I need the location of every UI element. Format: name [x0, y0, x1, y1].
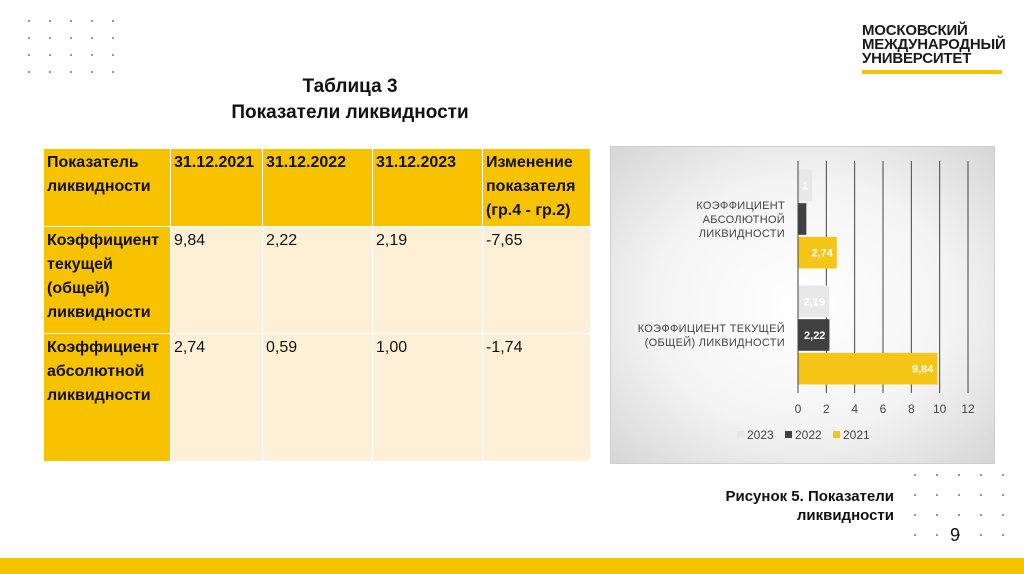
logo-line-3: УНИВЕРСИТЕТ [862, 50, 972, 67]
x-tick-label: 12 [961, 402, 975, 416]
decor-dot [980, 474, 982, 476]
cell-value: 2,19 [373, 227, 483, 334]
header-2021: 31.12.2021 [171, 149, 263, 227]
decor-dot [112, 54, 114, 56]
decor-dot [28, 37, 30, 39]
data-label: 2,22 [804, 330, 826, 342]
decor-dot [112, 20, 114, 22]
liquidity-chart [610, 146, 995, 464]
table-header-row [44, 149, 591, 227]
decor-dot [70, 20, 72, 22]
decor-dot [49, 71, 51, 73]
decor-dot [936, 534, 938, 536]
legend-label: 2023 [747, 428, 774, 442]
decor-dot [980, 534, 982, 536]
x-tick-label: 4 [851, 402, 859, 416]
decor-dot [112, 71, 114, 73]
decor-dot [49, 54, 51, 56]
decor-dot [28, 54, 30, 56]
decor-dot [958, 514, 960, 516]
data-label: 2,74 [811, 247, 833, 260]
decor-dot [28, 71, 30, 73]
decor-dot [1002, 474, 1004, 476]
legend-swatch [833, 431, 840, 438]
y-category-label: АБСОЛЮТНОЙ [702, 214, 785, 226]
x-tick-label: 2 [822, 402, 830, 416]
decor-dot [958, 494, 960, 496]
header-indicator: Показатель ликвидности [44, 149, 171, 227]
legend-swatch [785, 431, 792, 438]
header-change: Изменение показателя (гр.4 - гр.2) [483, 149, 591, 227]
decor-dot [958, 474, 960, 476]
page-number: 9 [950, 525, 961, 545]
dot-grid-bottom-right [914, 474, 1014, 544]
decor-dot [28, 20, 30, 22]
decor-dot [91, 54, 93, 56]
cell-value: -1,74 [483, 334, 591, 462]
cell-value: -7,65 [483, 227, 591, 334]
x-tick-label: 10 [932, 402, 947, 416]
cell-value: 2,22 [263, 227, 373, 334]
logo-underline [862, 70, 1002, 74]
row-label: Коэффициент абсолютной ликвидности [44, 334, 171, 462]
table-row [44, 334, 591, 462]
y-category-label: КОЭФФИЦИЕНТ ТЕКУЩЕЙ [637, 323, 785, 335]
bottom-accent-bar [0, 558, 1024, 574]
slide-title [140, 74, 560, 126]
legend-label: 2022 [795, 428, 822, 442]
decor-dot [91, 20, 93, 22]
table-title: Показатели ликвидности [231, 102, 469, 123]
decor-dot [112, 37, 114, 39]
logo-line-2: МЕЖДУНАРОДНЫЙ [862, 36, 1006, 53]
table-number: Таблица 3 [302, 76, 398, 97]
y-category-label: (ОБЩЕЙ) ЛИКВИДНОСТИ [644, 337, 785, 349]
cell-value: 0,59 [263, 334, 373, 462]
x-tick-label: 8 [907, 402, 915, 416]
decor-dot [49, 37, 51, 39]
decor-dot [91, 71, 93, 73]
decor-dot [914, 534, 916, 536]
x-tick-label: 0 [794, 402, 802, 416]
figure-caption: Рисунок 5. Показатели ликвидности [725, 488, 894, 524]
decor-dot [1002, 494, 1004, 496]
data-label: 1 [802, 180, 809, 193]
decor-dot [70, 37, 72, 39]
decor-dot [980, 494, 982, 496]
row-label: Коэффициент текущей (общей) ликвидности [44, 227, 171, 334]
liquidity-table [43, 148, 591, 462]
chart-canvas [611, 147, 994, 463]
logo-line-1: МОСКОВСКИЙ [862, 22, 968, 39]
x-tick-label: 6 [879, 402, 887, 416]
decor-dot [914, 474, 916, 476]
header-2023: 31.12.2023 [373, 149, 483, 227]
y-category-label: КОЭФФИЦИЕНТ [696, 200, 785, 212]
decor-dot [1002, 514, 1004, 516]
decor-dot [936, 514, 938, 516]
decor-dot [914, 514, 916, 516]
legend-swatch [737, 431, 744, 438]
dot-grid-top-left [28, 20, 118, 76]
legend-label: 2021 [843, 428, 870, 442]
data-label: 9,84 [911, 363, 934, 376]
cell-value: 9,84 [171, 227, 263, 334]
cell-value: 1,00 [373, 334, 483, 462]
data-label: 2,19 [803, 296, 826, 309]
university-logo [862, 24, 1006, 66]
decor-dot [936, 494, 938, 496]
decor-dot [914, 494, 916, 496]
decor-dot [70, 71, 72, 73]
decor-dot [936, 474, 938, 476]
table-row [44, 227, 591, 334]
header-2022: 31.12.2022 [263, 149, 373, 227]
decor-dot [49, 20, 51, 22]
bar [798, 203, 806, 235]
cell-value: 2,74 [171, 334, 263, 462]
decor-dot [91, 37, 93, 39]
decor-dot [70, 54, 72, 56]
y-category-label: ЛИКВИДНОСТИ [698, 228, 785, 240]
decor-dot [980, 514, 982, 516]
decor-dot [1002, 534, 1004, 536]
